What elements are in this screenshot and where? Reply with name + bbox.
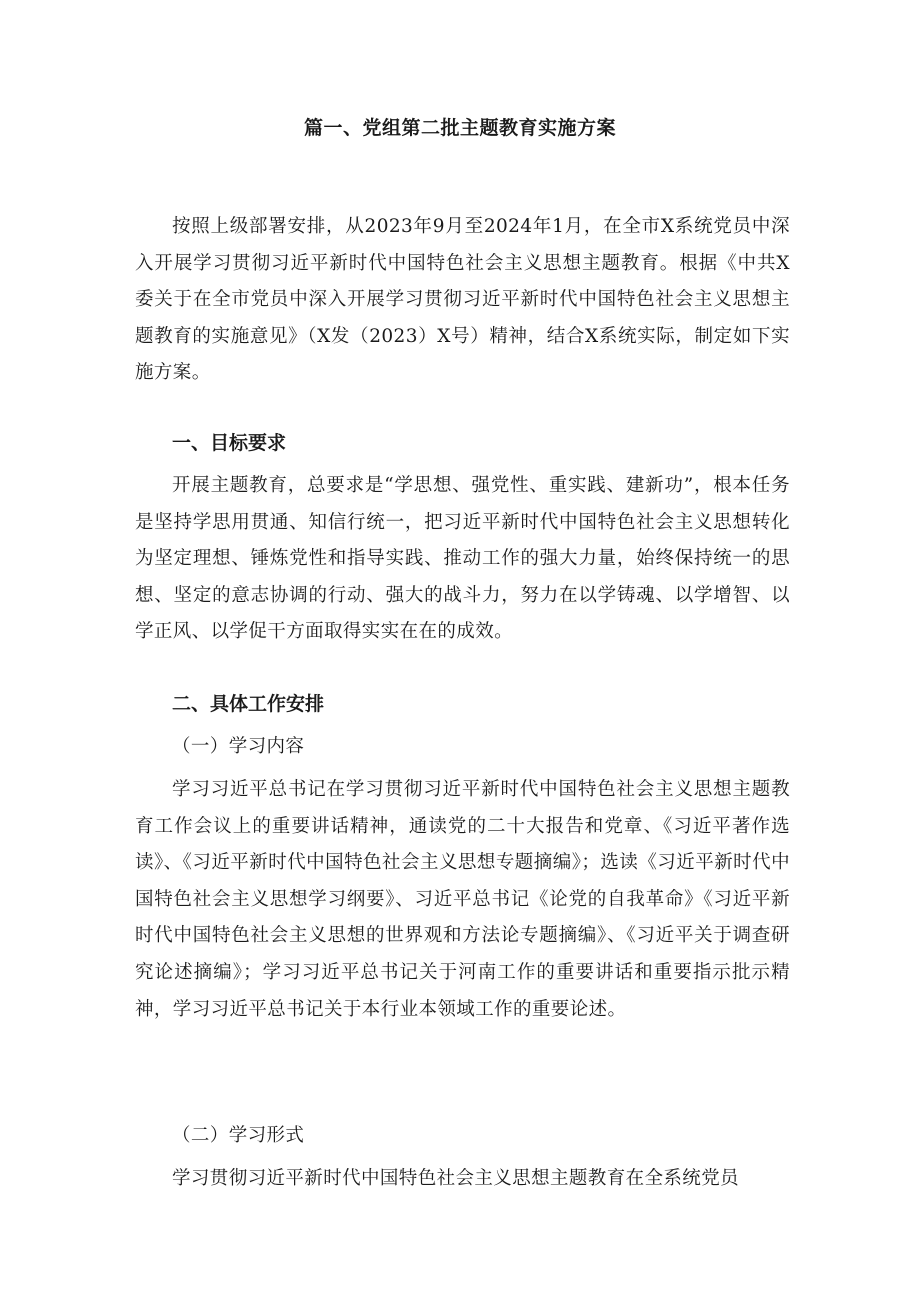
subsection1-paragraph: 学习习近平总书记在学习贯彻习近平新时代中国特色社会主义思想主题教育工作会议上的重要讲话精神，通读党的二十大报告和党章、《习近平著作选读》、《习近平新时代中国特色社会主义思想专题摘编》；选读《习近平新时代中国特色社会主义思想学习纲要》、习近平总书记《论党的自我革命》《习近平新时代中国特色社会主义思想的世界观和方法论专题摘编》、《习近平关于调查研究论述摘编》；学习习近平总书记关于河南工作的重要讲话和重要指示批示精神，学习习近平总书记关于本行业本领域工作的重要论述。 (135, 779, 790, 1020)
intro-paragraph: 按照上级部署安排，从2023年9月至2024年1月，在全市X系统党员中深入开展学习贯彻习近平新时代中国特色社会主义思想主题教育。根据《中共X委关于在全市党员中深入开展学习贯彻习近平新时代中国特色社会主义思想主题教育的实施意见》（X发（2023）X号）精神，结合X系统实际，制定如下实施方案。 (135, 216, 790, 384)
subsection2-heading: （二）学习形式 (172, 1125, 305, 1146)
section1-heading: 一、目标要求 (172, 432, 287, 454)
subsection2-paragraph: 学习贯彻习近平新时代中国特色社会主义思想主题教育在全系统党员 (172, 1168, 740, 1189)
subsection1-heading: （一）学习内容 (172, 736, 305, 757)
document-title: 篇一、党组第二批主题教育实施方案 (303, 117, 616, 139)
section2-heading: 二、具体工作安排 (172, 693, 325, 715)
section1-paragraph: 开展主题教育，总要求是“学思想、强党性、重实践、建新功”，根本任务是坚持学思用贯通、知信行统一，把习近平新时代中国特色社会主义思想转化为坚定理想、锤炼党性和指导实践、推动工作的强大力量，始终保持统一的思想、坚定的意志协调的行动、强大的战斗力，努力在以学铸魂、以学增智、以学正风、以学促干方面取得实实在在的成效。 (135, 475, 790, 643)
